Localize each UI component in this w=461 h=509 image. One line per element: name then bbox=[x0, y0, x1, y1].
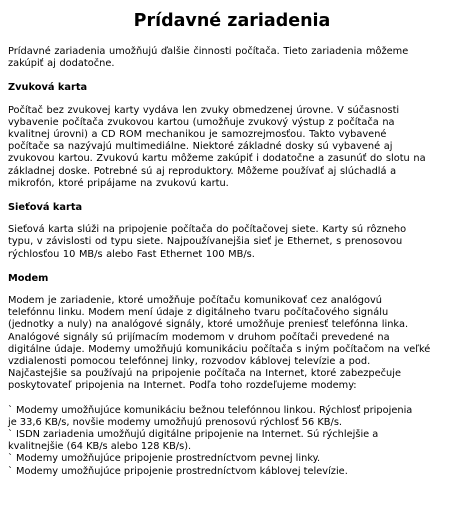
network-card-paragraph bbox=[8, 224, 456, 261]
text-line: mikrofón, ktoré pripájame na zvukovú kartu. bbox=[8, 177, 229, 189]
list-item: ` Modemy umožňujúce pripojenie prostredníctvom káblovej televízie. bbox=[8, 465, 348, 477]
text-line: vybavenie počítača zvukovou kartou (umožňuje zvukový výstup z počítača na bbox=[8, 116, 395, 128]
page-title: Prídavné zariadenia bbox=[133, 11, 331, 31]
list-item: je 33,6 KB/s, novšie modemy umožňujú prenosovú rýchlosť 56 KB/s. bbox=[8, 416, 343, 428]
text-line: vzdialenosti pomocou telefónnej linky, rozvodov káblovej televízie a pod. bbox=[8, 356, 371, 368]
list-item: kvalitnejšie (64 KB/s alebo 128 KB/s). bbox=[8, 441, 192, 453]
section-heading-network-card: Sieťová karta bbox=[8, 202, 83, 214]
modem-paragraph bbox=[8, 295, 456, 393]
text-line: Prídavné zariadenia umožňujú ďalšie činnosti počítača. Tieto zariadenia môžeme bbox=[8, 46, 409, 57]
text-line: počítače sa nazývajú multimediálne. Niektoré základné dosky sú vybavené aj bbox=[8, 141, 393, 153]
text-line: Modem je zariadenie, ktoré umožňuje počítaču komunikovať cez analógovú bbox=[8, 295, 382, 307]
list-item: ` ISDN zariadenia umožňujú digitálne pripojenie na Internet. Sú rýchlejšie a bbox=[8, 429, 379, 441]
list-item: ` Modemy umožňujúce komunikáciu bežnou telefónnou linkou. Rýchlosť pripojenia bbox=[8, 404, 413, 416]
text-line: telefónnu linku. Modem mení údaje z digitálneho tvaru počítačového signálu bbox=[8, 307, 389, 319]
list-item: ` Modemy umožňujúce pripojenie prostredníctvom pevnej linky. bbox=[8, 453, 321, 465]
text-line: typu, v závislosti od typu siete. Najpoužívanejšia sieť je Ethernet, s prenosovou bbox=[8, 236, 403, 248]
text-line: digitálne údaje. Modemy umožňujú komunikáciu počítača s iným počítačom na veľké bbox=[8, 343, 431, 355]
section-heading-modem: Modem bbox=[8, 272, 49, 284]
section-heading-sound-card: Zvuková karta bbox=[8, 82, 88, 94]
text-line: Počítač bez zvukovej karty vydáva len zvuky obmedzenej úrovne. V súčasnosti bbox=[8, 104, 400, 116]
text-line: kvalitnej úrovni) a CD ROM mechanikou je samozrejmosťou. Takto vybavené bbox=[8, 129, 387, 141]
text-line: (jednotky a nuly) na analógové signály, ktoré umožňuje preniesť telefónna linka. bbox=[8, 319, 409, 331]
text-line: rýchlosťou 10 MB/s alebo Fast Ethernet 100 MB/s. bbox=[8, 248, 255, 260]
text-line: základnej doske. Potrebné sú aj reproduktory. Môžeme používať aj slúchadlá a bbox=[8, 165, 397, 177]
text-line: Sieťová karta slúži na pripojenie počítača do počítačovej siete. Karty sú rôzneho bbox=[8, 224, 407, 236]
intro-paragraph bbox=[8, 46, 456, 70]
sound-card-paragraph bbox=[8, 105, 456, 190]
text-line: zvukovou kartou. Zvukovú kartu môžeme zakúpiť i dodatočne a zasunúť do slotu na bbox=[8, 153, 426, 165]
document-page bbox=[8, 10, 456, 478]
text-line: Analógové signály sú prijímacím modemom v druhom počítači prevedené na bbox=[8, 331, 390, 343]
text-line: poskytovateľ pripojenia na Internet. Podľa toho rozdeľujeme modemy: bbox=[8, 380, 357, 392]
text-line: zakúpiť aj dodatočne. bbox=[8, 58, 115, 70]
modem-types-list bbox=[8, 405, 456, 478]
text-line: Najčastejšie sa používajú na pripojenie počítača na Internet, ktoré zabezpečuje bbox=[8, 368, 402, 380]
